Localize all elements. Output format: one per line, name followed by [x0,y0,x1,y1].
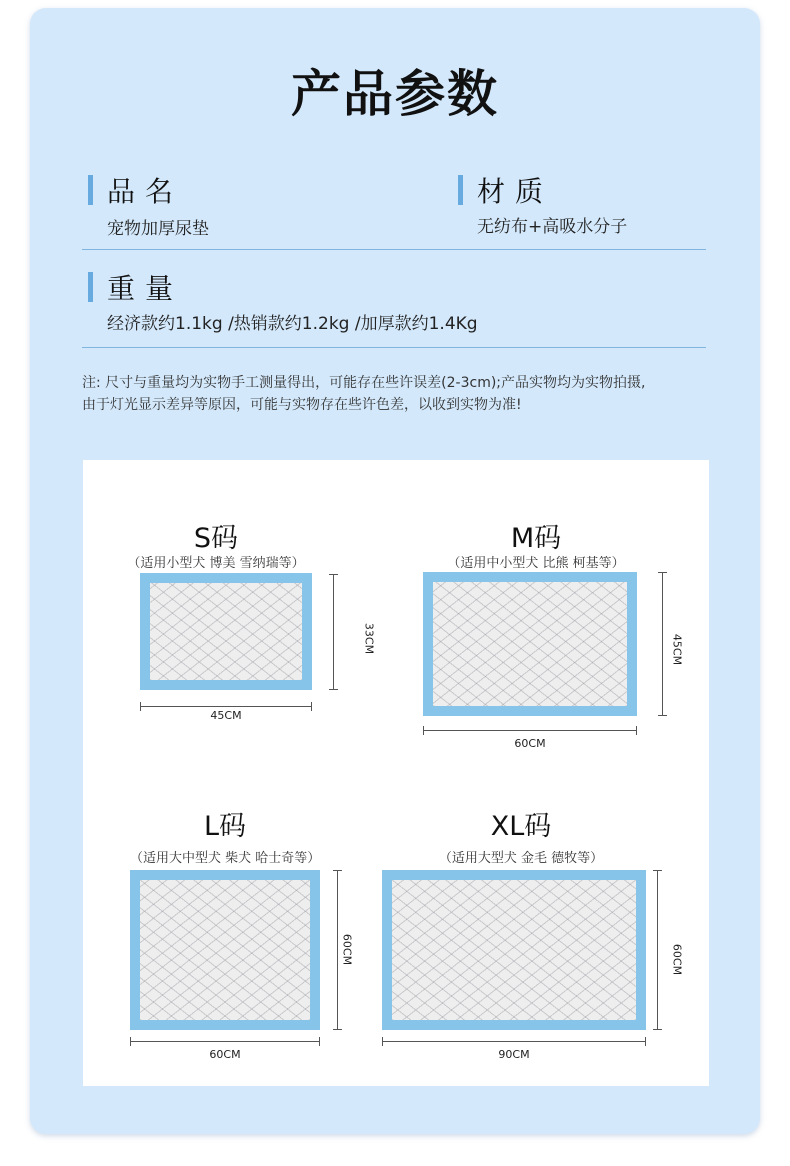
size-xl-width: 90CM [498,1048,530,1061]
spec-material-label: 材质 [477,175,554,208]
size-s-width: 45CM [210,709,242,722]
divider [82,249,706,250]
spec-weight-header [88,267,183,307]
size-l-width-line [130,1041,320,1042]
size-m-suitable: （适用中小型犬 比熊 柯基等） [447,556,625,571]
pad-pattern [392,880,636,1020]
size-l-length-line [337,870,338,1030]
pad-pattern [433,582,627,706]
size-panel [83,460,709,1086]
spec-name-value: 宠物加厚尿垫 [107,219,209,239]
note-line-1: 注: 尺寸与重量均为实物手工测量得出，可能存在些许误差(2-3cm);产品实物均为实物拍摄, [82,375,646,391]
size-m-length: 45CM [670,633,684,666]
size-xl-length-line [657,870,658,1030]
size-s-length-line [333,574,334,690]
size-l-length: 60CM [340,933,354,966]
size-m-title: M码 [510,523,562,554]
size-s-suitable: （适用小型犬 博美 雪纳瑞等） [127,556,305,571]
accent-bar [88,272,93,302]
size-s-pad [140,573,312,690]
size-l-suitable: （适用大中型犬 柴犬 哈士奇等） [130,851,321,866]
divider [82,347,706,348]
accent-bar [88,175,93,205]
spec-material-value: 无纺布+高吸水分子 [477,217,628,237]
spec-weight-label: 重量 [107,272,184,305]
size-xl-title: XL码 [490,811,552,842]
size-xl-pad [382,870,646,1030]
pad-pattern [150,583,302,680]
size-xl-length: 60CM [670,943,684,976]
size-l-title: L码 [203,811,247,842]
spec-material-header [458,170,553,210]
size-l-width: 60CM [209,1048,241,1061]
accent-bar [458,175,463,205]
size-s-title: S码 [193,523,239,554]
size-s-length: 33CM [362,622,376,655]
size-xl-suitable: （适用大型犬 金毛 德牧等） [438,851,604,866]
spec-name-header [88,170,183,210]
spec-name-label: 品名 [107,175,184,208]
size-m-width: 60CM [514,737,546,750]
size-m-length-line [662,572,663,716]
size-m-width-line [423,730,637,731]
page-title: 产品参数 [291,65,499,123]
size-m-pad [423,572,637,716]
size-l-pad [130,870,320,1030]
size-s-width-line [140,706,312,707]
size-xl-width-line [382,1041,646,1042]
note-line-2: 由于灯光显示差异等原因，可能与实物存在些许色差，以收到实物为准! [82,397,522,413]
note-text [82,372,712,416]
pad-pattern [140,880,310,1020]
spec-weight-value: 经济款约1.1kg /热销款约1.2kg /加厚款约1.4Kg [107,314,478,334]
